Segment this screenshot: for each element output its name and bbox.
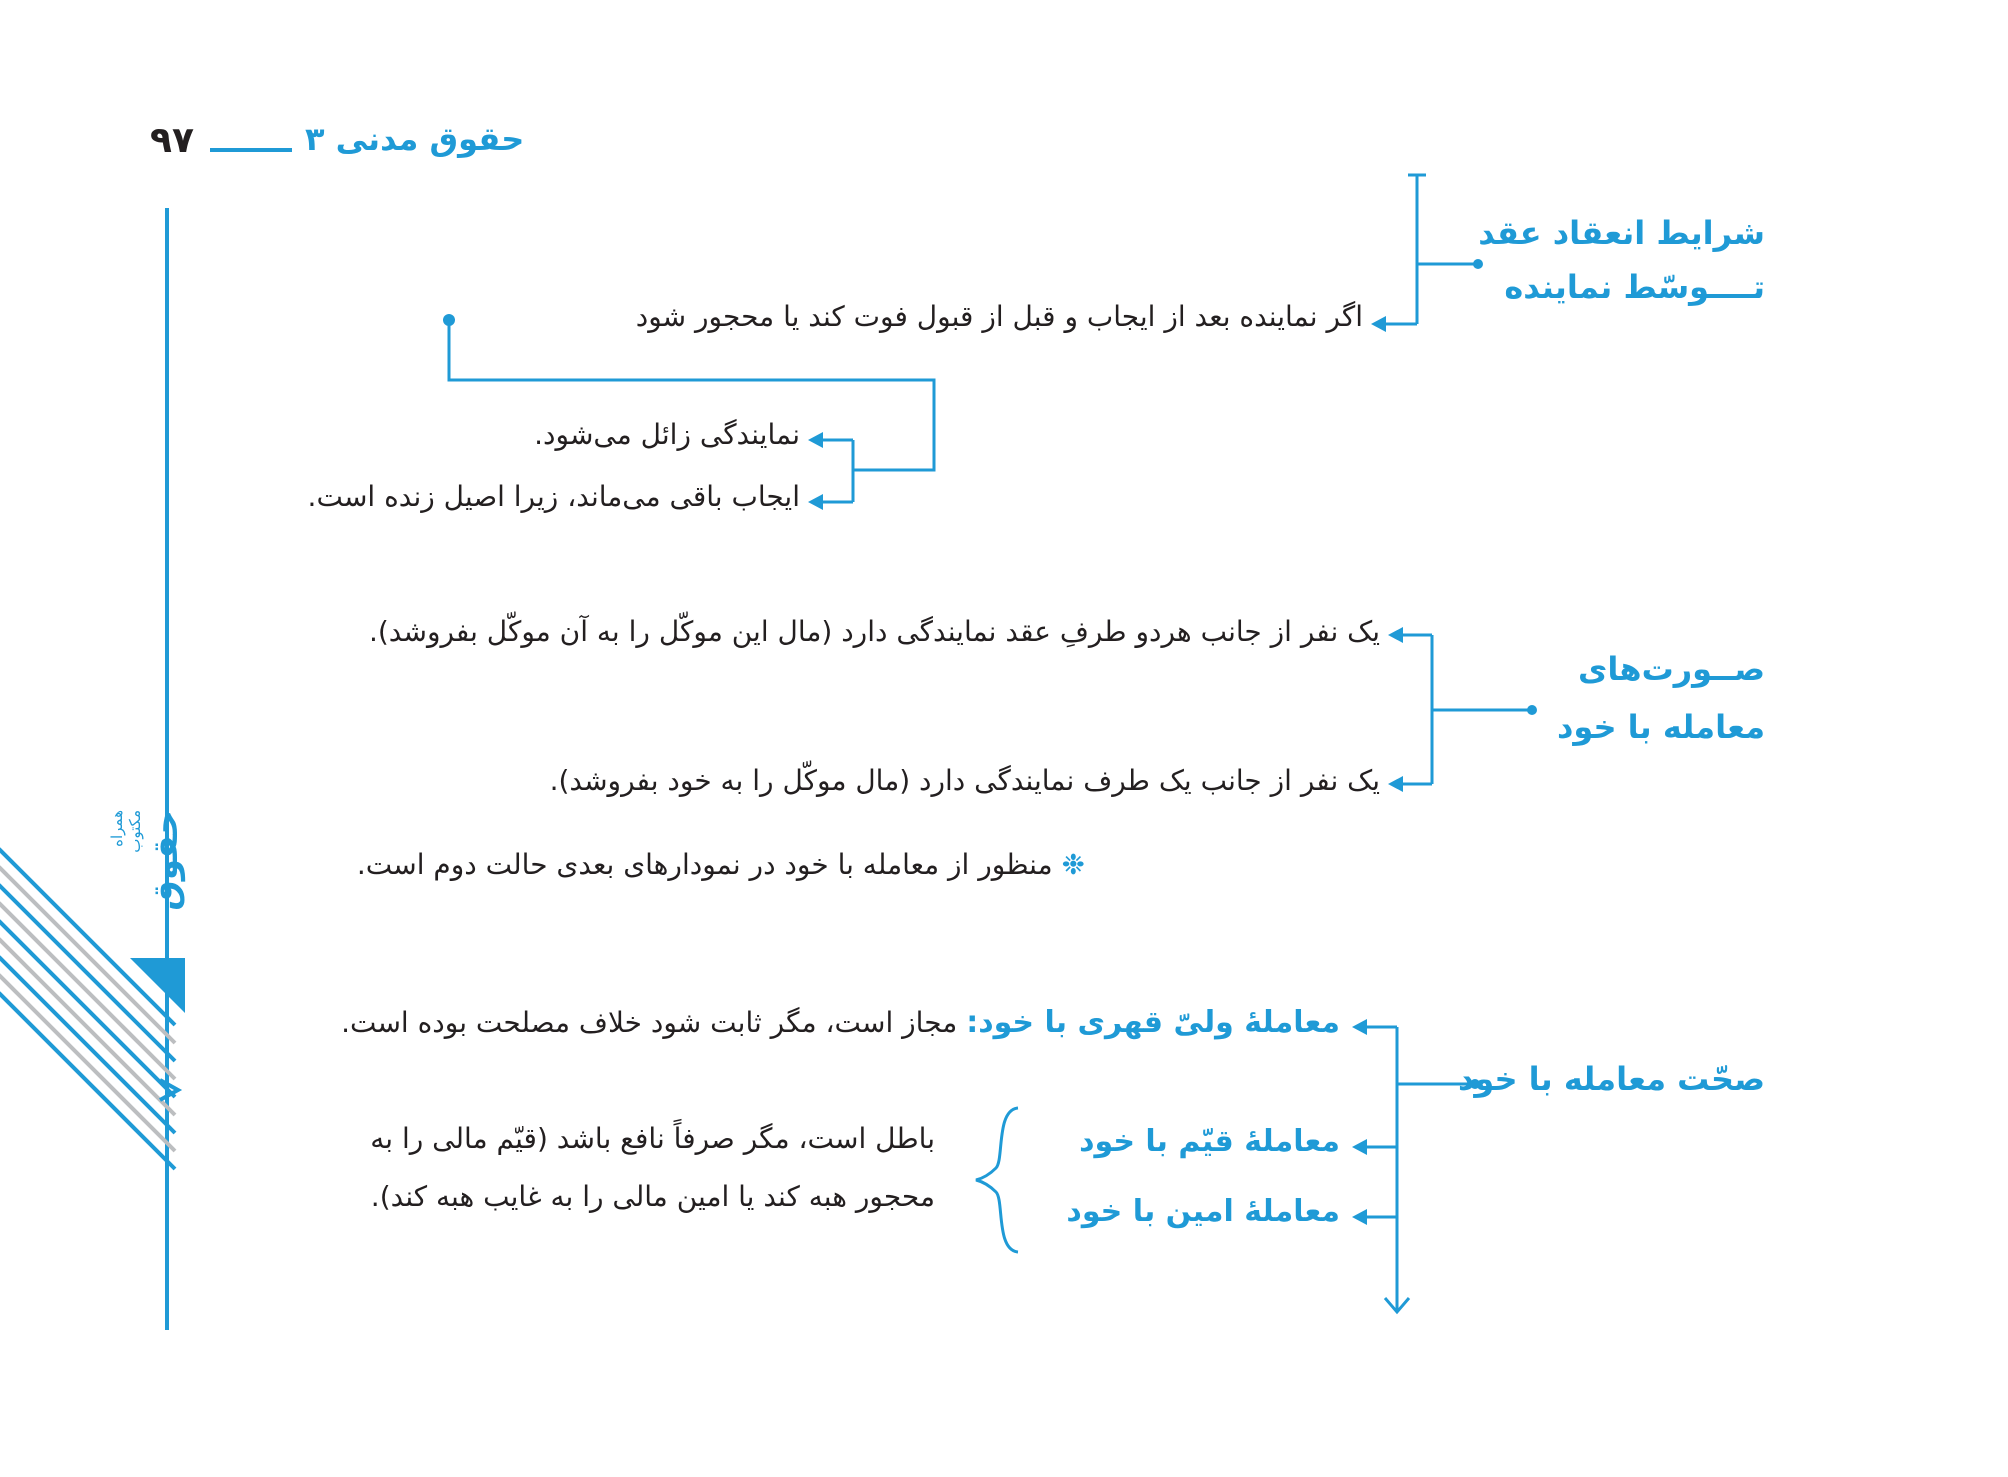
section-3-shared-text-line-2: محجور هبه کند یا امین مالی را به غایب هبه کند). — [370, 1180, 935, 1213]
section-3-item-2-label: معاملهٔ قیّم با خود — [1079, 1124, 1340, 1159]
section-2-title-line-2: معامله با خود — [1556, 708, 1765, 746]
section-1-item: اگر نماینده بعد از ایجاب و قبل از قبول فوت کند یا محجور شود — [635, 300, 1363, 333]
section-2-note-text: منظور از معامله با خود در نمودارهای بعدی حالت دوم است. — [356, 848, 1053, 881]
section-1-title-line-1: شرایط انعقاد عقد — [1478, 214, 1765, 252]
section-3-shared-text-line-1: باطل است، مگر صرفاً نافع باشد (قیّم مالی را به — [370, 1122, 935, 1155]
section-1-outcome-1: نمایندگی زائل می‌شود. — [534, 418, 800, 451]
section-3-item-1-label: معاملهٔ ولیّ قهری با خود: — [966, 1005, 1340, 1040]
side-logo-main: حقوق — [146, 810, 186, 911]
section-1-outcome-2: ایجاب باقی می‌ماند، زیرا اصیل زنده است. — [307, 480, 800, 513]
section-2-title-line-1: صــورت‌های — [1578, 650, 1765, 688]
book-title: حقوق مدنی ۳ — [305, 120, 525, 158]
side-logo-small-1: همراه — [108, 810, 126, 847]
curly-brace — [976, 1108, 1018, 1252]
section-2-note — [200, 848, 1085, 882]
section-1-title-line-2: تــــوسّط نماینده — [1504, 268, 1765, 306]
asterisk-icon: ❉ — [1061, 848, 1085, 881]
page-number: ۹۷ — [150, 120, 194, 161]
section-2-case-2: یک نفر از جانب یک طرف نمایندگی دارد (مال موکّل را به خود بفروشد). — [549, 764, 1380, 797]
section-3-item-1 — [200, 1005, 1340, 1041]
section-2-case-1: یک نفر از جانب هردو طرفِ عقد نمایندگی دارد (مال این موکّل را به آن موکّل بفروشد). — [368, 615, 1380, 648]
section-3-title: صحّت معامله با خود — [1457, 1060, 1765, 1098]
side-logo-small-2: مکتوب — [126, 810, 144, 853]
section-3-item-3-label: معاملهٔ امین با خود — [1066, 1194, 1340, 1229]
section-3-item-1-text: مجاز است، مگر ثابت شود خلاف مصلحت بوده است. — [341, 1006, 958, 1039]
